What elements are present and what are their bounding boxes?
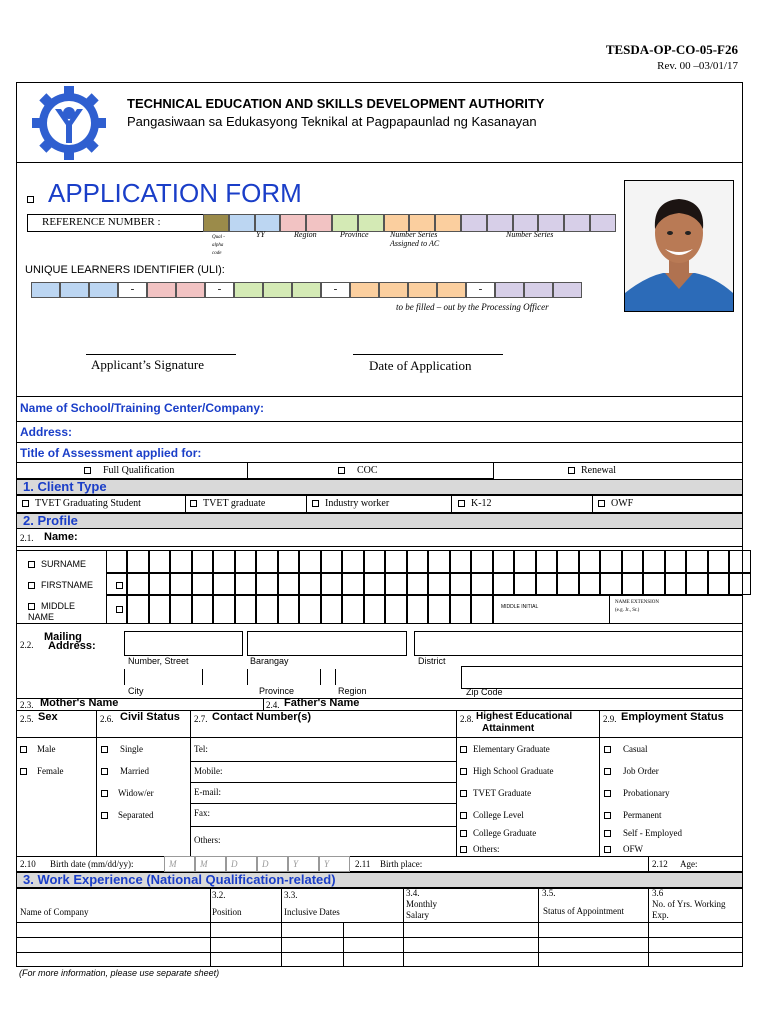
number-street-label: Number, Street [128, 656, 189, 666]
sex-label: Sex [38, 711, 58, 723]
name-grid-cell[interactable] [235, 573, 257, 595]
reference-number-cell[interactable] [461, 214, 487, 232]
ref-province-label: Province [340, 230, 369, 239]
educ-option-college-level[interactable]: College Level [460, 810, 524, 820]
name-grid-cell[interactable] [428, 573, 450, 595]
uli-dash: - [466, 282, 495, 298]
name-label: Name: [44, 531, 78, 543]
civil-option-widower[interactable]: Widow/er [101, 788, 154, 798]
contact-others[interactable]: Others: [194, 835, 221, 845]
mailing-number: 2.2. [20, 640, 34, 650]
civil-status-number: 2.6. [100, 714, 114, 724]
educ-label-2: Attainment [482, 723, 535, 734]
emp-option-casual[interactable]: Casual [604, 744, 648, 754]
name-grid-cell[interactable] [385, 573, 407, 595]
name-grid-cell[interactable] [708, 550, 730, 573]
form-code: TESDA-OP-CO-05-F26 [605, 42, 738, 57]
region-label: Region [338, 686, 367, 696]
name-grid-cell[interactable] [729, 573, 751, 595]
birthdate-cell[interactable]: D [226, 856, 257, 872]
ref-region-label: Region [294, 230, 317, 239]
assessment-option-full[interactable]: Full Qualification [84, 465, 174, 476]
name-grid-cell[interactable] [536, 550, 558, 573]
uli-cell[interactable] [379, 282, 408, 298]
client-type-bar [16, 479, 743, 495]
employment-label: Employment Status [621, 711, 724, 723]
name-grid-cell[interactable] [471, 573, 493, 595]
work-header-dates: Inclusive Dates [284, 907, 340, 917]
age-number: 2.12 [652, 859, 668, 869]
birthdate-cell[interactable]: D [257, 856, 288, 872]
educ-option-college-graduate[interactable]: College Graduate [460, 828, 536, 838]
footer-note: (For more information, please use separate sheet) [19, 968, 220, 978]
district-field[interactable] [414, 631, 743, 656]
birthplace-label: Birth place: [380, 859, 423, 869]
name-grid-cell[interactable] [213, 550, 235, 573]
org-name-fil: Pangasiwaan sa Edukasyong Teknikal at Pagpapaunlad ng Kasanayan [127, 114, 537, 129]
assessment-option-coc[interactable]: COC [338, 465, 378, 476]
civil-option-married[interactable]: Married [101, 766, 149, 776]
educ-number: 2.8. [460, 714, 474, 724]
name-grid-cell[interactable] [708, 573, 730, 595]
uli-cell[interactable] [234, 282, 263, 298]
uli-dash: - [321, 282, 350, 298]
name-grid-cell[interactable] [256, 550, 278, 573]
name-grid-cell[interactable] [170, 595, 192, 624]
name-grid-cell[interactable] [149, 550, 171, 573]
client-type-industry-worker[interactable]: Industry worker [312, 498, 389, 509]
name-grid-cell[interactable] [643, 550, 665, 573]
name-grid-cell[interactable] [428, 595, 450, 624]
org-name: TECHNICAL EDUCATION AND SKILLS DEVELOPMENT AUTHORITY [127, 96, 545, 111]
firstname-checkbox[interactable] [116, 582, 123, 589]
date-of-application-label: Date of Application [369, 358, 472, 373]
work-experience-table [16, 888, 743, 967]
name-grid-cell[interactable] [106, 550, 127, 573]
name-grid-cell[interactable] [278, 573, 300, 595]
uli-cell[interactable] [408, 282, 437, 298]
name-grid-cell[interactable] [536, 573, 558, 595]
ref-yy-label: YY [256, 230, 265, 239]
name-grid-cell[interactable] [299, 550, 321, 573]
contact-number-num: 2.7. [194, 714, 208, 724]
processing-note: to be filled – out by the Processing Officer [396, 302, 549, 312]
ref-qual-label: Qual - alpha code [212, 235, 225, 256]
work-header-salary: Monthly Salary [406, 899, 438, 920]
name-grid-cell[interactable] [471, 550, 493, 573]
name-grid-cell[interactable] [493, 573, 515, 595]
educ-option-elementary[interactable]: Elementary Graduate [460, 744, 550, 754]
contact-mobile[interactable]: Mobile: [194, 766, 223, 776]
age-label: Age: [680, 859, 698, 869]
contact-fax[interactable]: Fax: [194, 808, 211, 818]
revision-text: Rev. 00 –03/01/17 [657, 60, 738, 72]
name-grid-cell[interactable] [256, 595, 278, 624]
name-grid-cell[interactable] [686, 550, 708, 573]
work-header-company: Name of Company [20, 907, 89, 917]
uli-cell[interactable] [292, 282, 321, 298]
profile-title: 2. Profile [23, 513, 78, 528]
address-label: Address: [20, 425, 73, 439]
work-header-dates-num: 3.3. [284, 890, 298, 900]
name-grid-cell[interactable] [192, 595, 214, 624]
middlename-field-label: MIDDLE [28, 601, 75, 611]
tesda-logo-icon [28, 86, 110, 160]
name-grid-cell[interactable] [364, 573, 386, 595]
educ-option-others[interactable]: Others: [460, 844, 500, 854]
birthdate-cell[interactable]: M [195, 856, 226, 872]
name-grid-cell[interactable] [729, 550, 751, 573]
mother-number: 2.3. [20, 700, 34, 710]
name-grid-cell[interactable] [665, 573, 687, 595]
uli-cell[interactable] [350, 282, 379, 298]
name-grid-cell[interactable] [278, 550, 300, 573]
work-header-years-num: 3.6 [652, 888, 664, 898]
contact-tel[interactable]: Tel: [194, 744, 208, 754]
name-grid-cell[interactable] [665, 550, 687, 573]
name-grid-cell[interactable] [643, 573, 665, 595]
name-grid-cell[interactable] [514, 550, 536, 573]
name-grid-cell[interactable] [149, 595, 171, 624]
uli-cell[interactable] [524, 282, 553, 298]
number-street-field[interactable] [124, 631, 243, 656]
school-label: Name of School/Training Center/Company: [20, 401, 265, 415]
client-type-tvet-graduate[interactable]: TVET graduate [190, 498, 265, 509]
reference-number-cell[interactable] [229, 214, 255, 232]
name-grid-cell[interactable] [514, 573, 536, 595]
name-grid-cell[interactable] [342, 595, 364, 624]
uli-dash: - [118, 282, 147, 298]
name-grid-cell[interactable] [170, 573, 192, 595]
work-header-years: No. of Yrs. Working Exp. [652, 899, 726, 920]
name-grid-cell[interactable] [407, 550, 429, 573]
name-grid-cell[interactable] [321, 573, 343, 595]
name-grid-cell[interactable] [557, 573, 579, 595]
assessment-option-renewal[interactable]: Renewal [568, 465, 616, 476]
birthplace-number: 2.11 [355, 859, 371, 869]
client-type-k12[interactable]: K-12 [458, 498, 492, 509]
ref-number-series-ac-label: Number Series Assigned to AC [390, 230, 440, 248]
work-header-salary-num: 3.4. [406, 888, 420, 898]
civil-option-separated[interactable]: Separated [101, 810, 153, 820]
district-label: District [418, 656, 446, 666]
name-extension-hint: (e.g. Jr., Sr.) [615, 608, 640, 613]
assessment-title-label: Title of Assessment applied for: [20, 446, 202, 460]
name-grid-cell[interactable] [364, 550, 386, 573]
uli-cell[interactable] [553, 282, 582, 298]
birthdate-cell[interactable]: M [164, 856, 195, 872]
barangay-field[interactable] [247, 631, 407, 656]
name-grid-cell[interactable] [364, 595, 386, 624]
sex-number: 2.5. [20, 714, 34, 724]
work-header-position-num: 3.2. [212, 890, 226, 900]
surname-field-label: SURNAME [28, 559, 86, 569]
reference-number-cell[interactable] [203, 214, 229, 232]
work-header-appointment: Status of Appointment [543, 906, 624, 916]
father-name-label: Father's Name [284, 697, 360, 709]
name-grid-cell[interactable] [256, 573, 278, 595]
name-grid-cell[interactable] [321, 595, 343, 624]
client-type-owf[interactable]: OWF [598, 498, 633, 509]
reference-number-cell[interactable] [564, 214, 590, 232]
client-type-title: 1. Client Type [23, 479, 107, 494]
name-grid-cell[interactable] [192, 573, 214, 595]
applicant-photo-image [625, 181, 733, 311]
name-grid-cell[interactable] [450, 573, 472, 595]
name-grid-cell[interactable] [213, 595, 235, 624]
city-label: City [128, 686, 144, 696]
uli-cell[interactable] [263, 282, 292, 298]
civil-option-single[interactable]: Single [101, 744, 143, 754]
name-number: 2.1. [20, 533, 34, 543]
name-extension-label: NAME EXTENSION [615, 600, 660, 605]
province-label: Province [259, 686, 295, 696]
name-grid-cell[interactable] [385, 595, 407, 624]
uli-label: UNIQUE LEARNERS IDENTIFIER (ULI): [25, 264, 225, 276]
name-grid-cell[interactable] [686, 573, 708, 595]
signature-label: Applicant’s Signature [91, 357, 205, 372]
title-checkbox[interactable] [27, 196, 34, 203]
emp-option-permanent[interactable]: Permanent [604, 810, 662, 820]
emp-option-job-order[interactable]: Job Order [604, 766, 659, 776]
name-grid-cell[interactable] [235, 595, 257, 624]
name-grid-cell[interactable] [471, 595, 493, 624]
name-grid-cell[interactable] [235, 550, 257, 573]
name-grid-cell[interactable] [342, 550, 364, 573]
reference-number-label: REFERENCE NUMBER : [42, 216, 161, 228]
middlename-checkbox[interactable] [116, 606, 123, 613]
name-grid-cell[interactable] [579, 550, 601, 573]
civil-status-label: Civil Status [120, 711, 180, 723]
work-header-position: Position [212, 907, 242, 917]
name-grid-cell[interactable] [450, 595, 472, 624]
emp-option-ofw[interactable]: OFW [604, 844, 643, 854]
name-grid-cell[interactable] [213, 573, 235, 595]
middlename-field-label-2: NAME [28, 612, 55, 622]
uli-dash: - [205, 282, 234, 298]
uli-cell[interactable] [60, 282, 89, 298]
emp-option-self-employed[interactable]: Self - Employed [604, 828, 682, 838]
uli-cell[interactable] [147, 282, 176, 298]
page-title: APPLICATION FORM [48, 178, 302, 208]
father-number: 2.4. [266, 700, 280, 710]
zip-code-label: Zip Code [466, 687, 503, 697]
work-experience-title: 3. Work Experience (National Qualification-related) [23, 872, 336, 887]
profile-bar [16, 513, 743, 529]
name-grid-cell[interactable] [407, 595, 429, 624]
name-grid-cell[interactable] [149, 573, 171, 595]
name-grid-cell[interactable] [450, 550, 472, 573]
uli-cell[interactable] [176, 282, 205, 298]
name-grid-cell[interactable] [127, 550, 149, 573]
name-grid-cell[interactable] [407, 573, 429, 595]
emp-option-probationary[interactable]: Probationary [604, 788, 670, 798]
applicant-photo [624, 180, 734, 312]
ref-number-series-label: Number Series [506, 230, 554, 239]
name-grid-cell[interactable] [127, 573, 149, 595]
name-grid-cell[interactable] [557, 550, 579, 573]
educ-option-highschool[interactable]: High School Graduate [460, 766, 553, 776]
middle-initial-label: MIDDLE INITIAL [501, 604, 539, 610]
mailing-label-2: Address: [48, 640, 96, 652]
sex-option-female[interactable]: Female [20, 766, 64, 776]
employment-number: 2.9. [603, 714, 617, 724]
mailing-label: Mailing [44, 631, 82, 643]
name-grid-cell[interactable] [385, 550, 407, 573]
uli-cell[interactable] [89, 282, 118, 298]
name-grid-cell[interactable] [428, 550, 450, 573]
work-header-appointment-num: 3.5. [542, 888, 556, 898]
birthdate-cell[interactable]: Y [319, 856, 350, 872]
name-grid-cell[interactable] [600, 550, 622, 573]
reference-number-cell[interactable] [590, 214, 616, 232]
name-grid-cell[interactable] [299, 573, 321, 595]
name-grid-cell[interactable] [321, 550, 343, 573]
name-grid-cell[interactable] [342, 573, 364, 595]
name-grid-cell[interactable] [493, 550, 515, 573]
zip-code-field[interactable] [461, 666, 743, 689]
name-grid-cell[interactable] [299, 595, 321, 624]
contact-email[interactable]: E-mail: [194, 787, 221, 797]
name-grid-cell[interactable] [127, 595, 149, 624]
firstname-field-label: FIRSTNAME [28, 580, 93, 590]
educ-label: Highest Educational [476, 711, 573, 722]
name-grid-cell[interactable] [278, 595, 300, 624]
uli-cell[interactable] [31, 282, 60, 298]
uli-cell[interactable] [437, 282, 466, 298]
birthdate-number: 2.10 [20, 859, 36, 869]
birthdate-cell[interactable]: Y [288, 856, 319, 872]
name-grid-cell[interactable] [622, 550, 644, 573]
name-grid-cell[interactable] [622, 573, 644, 595]
name-grid-cell[interactable] [600, 573, 622, 595]
barangay-label: Barangay [250, 656, 289, 666]
mother-name-label: Mother's Name [40, 697, 119, 709]
contact-number-label: Contact Number(s) [212, 711, 312, 723]
client-type-tvet-graduating[interactable]: TVET Graduating Student [22, 498, 141, 509]
name-grid-cell[interactable] [170, 550, 192, 573]
name-grid-cell[interactable] [192, 550, 214, 573]
educ-option-tvet[interactable]: TVET Graduate [460, 788, 531, 798]
sex-option-male[interactable]: Male [20, 744, 56, 754]
uli-cell[interactable] [495, 282, 524, 298]
name-grid-cell[interactable] [579, 573, 601, 595]
birthdate-label: Birth date (mm/dd/yy): [50, 859, 134, 869]
